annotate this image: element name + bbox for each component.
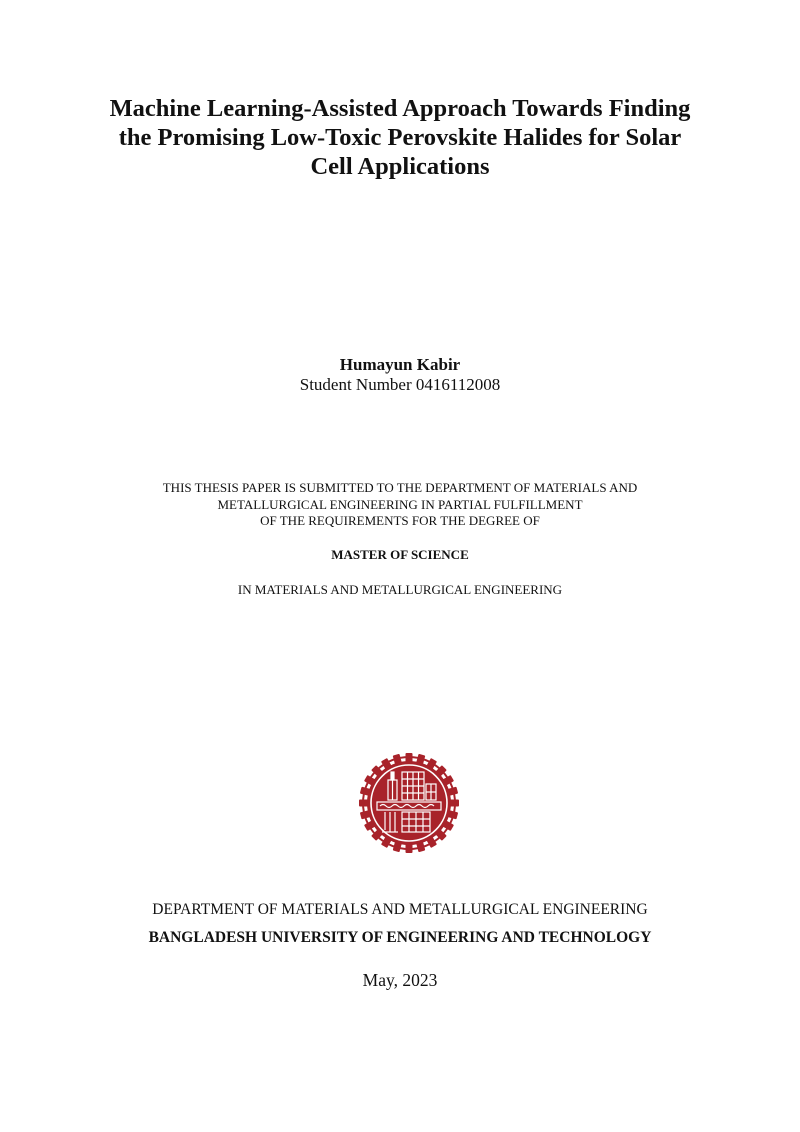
- title-line: Cell Applications: [310, 153, 490, 180]
- title-line: the Promising Low-Toxic Perovskite Halides for Solar: [118, 124, 682, 151]
- submission-statement: [0, 480, 800, 530]
- thesis-title: [0, 94, 800, 181]
- student-number: Student Number 0416112008: [299, 375, 501, 394]
- statement-line: THIS THESIS PAPER IS SUBMITTED TO THE DEPARTMENT OF MATERIALS AND: [162, 480, 638, 495]
- submission-date: May, 2023: [362, 970, 438, 990]
- department-name: DEPARTMENT OF MATERIALS AND METALLURGICAL ENGINEERING: [152, 901, 648, 918]
- degree-name: MASTER OF SCIENCE: [331, 547, 469, 562]
- statement-line: METALLURGICAL ENGINEERING IN PARTIAL FULFILLMENT: [217, 496, 583, 512]
- university-name: BANGLADESH UNIVERSITY OF ENGINEERING AND TECHNOLOGY: [148, 929, 652, 946]
- author-name: Humayun Kabir: [339, 355, 461, 374]
- degree-field: IN MATERIALS AND METALLURGICAL ENGINEERING: [237, 582, 563, 597]
- statement-line: OF THE REQUIREMENTS FOR THE DEGREE OF: [260, 513, 540, 528]
- university-seal-icon: [358, 752, 460, 854]
- title-line: Machine Learning-Assisted Approach Towards Finding: [109, 95, 691, 122]
